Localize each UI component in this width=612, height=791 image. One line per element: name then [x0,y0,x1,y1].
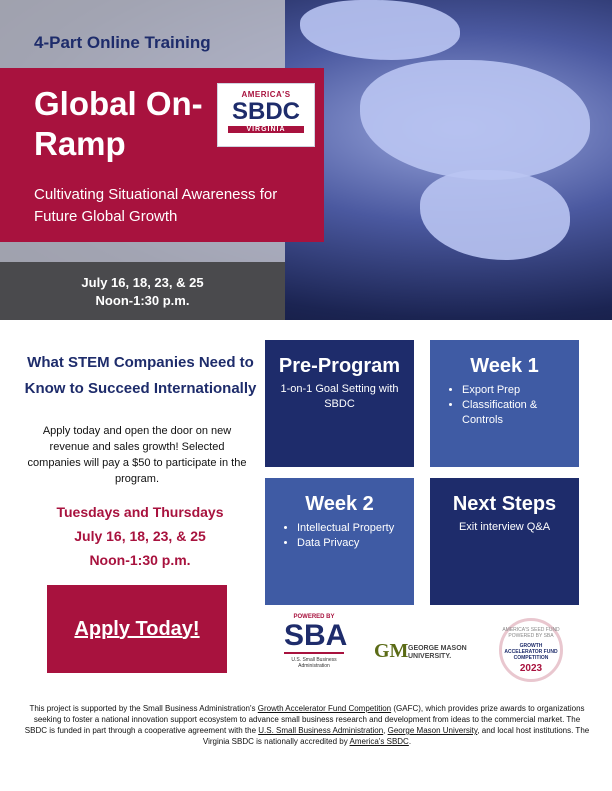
gmu-logo [374,640,484,666]
schedule-line-2: July 16, 18, 23, & 25 [74,528,206,544]
footer-text: , [383,726,388,735]
card-title: Week 2 [305,493,374,515]
card-title: Week 1 [470,355,539,377]
card-body: Exit interview Q&A [458,521,551,533]
card-bullet: • Data Privacy [297,536,404,551]
page-subtitle: Cultivating Situational Awareness for Future Global Growth [34,186,278,225]
card-bullets [440,383,569,428]
sbdc-logo-main: SBDC [231,98,300,125]
sba-mark: SBA [284,619,348,652]
sbdc-logo-top: AMERICA'S [241,90,291,99]
footer-disclaimer [22,703,592,747]
schedule-block [20,500,260,572]
footer-text: , and local host institutions. The Virginia SBDC is nationally accredited by [202,726,590,746]
section-blurb: Apply today and open the door on new revenue and sales growth! Selected companies will pay a $50 to participate in the program. [27,425,247,485]
gmu-text: GEORGE MASON UNIVERSITY. [408,645,467,660]
gmu-mark: GM [374,640,409,662]
card-title: Next Steps [452,493,557,515]
card-bullets [275,521,404,551]
footer-link-sba[interactable]: U.S. Small Business Administration [258,726,384,735]
schedule-line-3: Noon-1:30 p.m. [89,552,191,568]
sbdc-logo-bottom: VIRGINIA [228,126,304,133]
card-week-2 [265,478,414,605]
sba-subtitle: U.S. Small Business Administration [291,657,337,669]
footer-text: (GAFC), which provides prize awards to organizations seeking to foster a national innovation support ecosystem to advance small business research and development from ideas to the commercial market. The SBDC is funded in part through a cooperative agreement with the [24,704,585,735]
card-title: Pre-Program [278,355,401,377]
footer-link-gmu[interactable]: George Mason University [387,726,478,735]
kicker-text: 4-Part Online Training [34,33,211,52]
map-continent-1 [360,60,590,180]
map-continent-3 [300,0,460,60]
card-pre-program [265,340,414,467]
schedule-line-1: Tuesdays and Thursdays [56,504,224,520]
card-bullet: • Classification & Controls [462,398,569,428]
sba-powered-by: POWERED BY [293,614,335,620]
card-bullet: • Intellectual Property [297,521,404,536]
gafc-title: GROWTH ACCELERATOR FUND COMPETITION [504,643,558,661]
gafc-year: 2023 [519,663,543,674]
footer-link-americas-sbdc[interactable]: America's SBDC [349,737,409,746]
apply-today-button[interactable]: Apply Today! [47,585,227,673]
sbdc-logo [217,83,315,147]
footer-link-gafc[interactable]: Growth Accelerator Fund Competition [257,704,392,713]
card-next-steps [430,478,579,605]
dates-block [0,274,285,310]
card-body: 1-on-1 Goal Setting with SBDC [280,383,399,410]
sba-logo [284,614,348,669]
footer-text: . [408,737,412,746]
card-bullet: • Export Prep [462,383,569,398]
dates-line-2: Noon-1:30 p.m. [95,293,190,308]
map-continent-2 [420,170,570,260]
card-week-1 [430,340,579,467]
footer-text: This project is supported by the Small Business Administration's [29,704,258,713]
gafc-top: AMERICA'S SEED FUND POWERED BY SBA [502,627,560,639]
page-title: Global On-Ramp [34,85,203,162]
section-headline: What STEM Companies Need to Know to Succeed Internationally [24,354,257,397]
gafc-badge [499,618,563,682]
dates-line-1: July 16, 18, 23, & 25 [81,275,204,290]
